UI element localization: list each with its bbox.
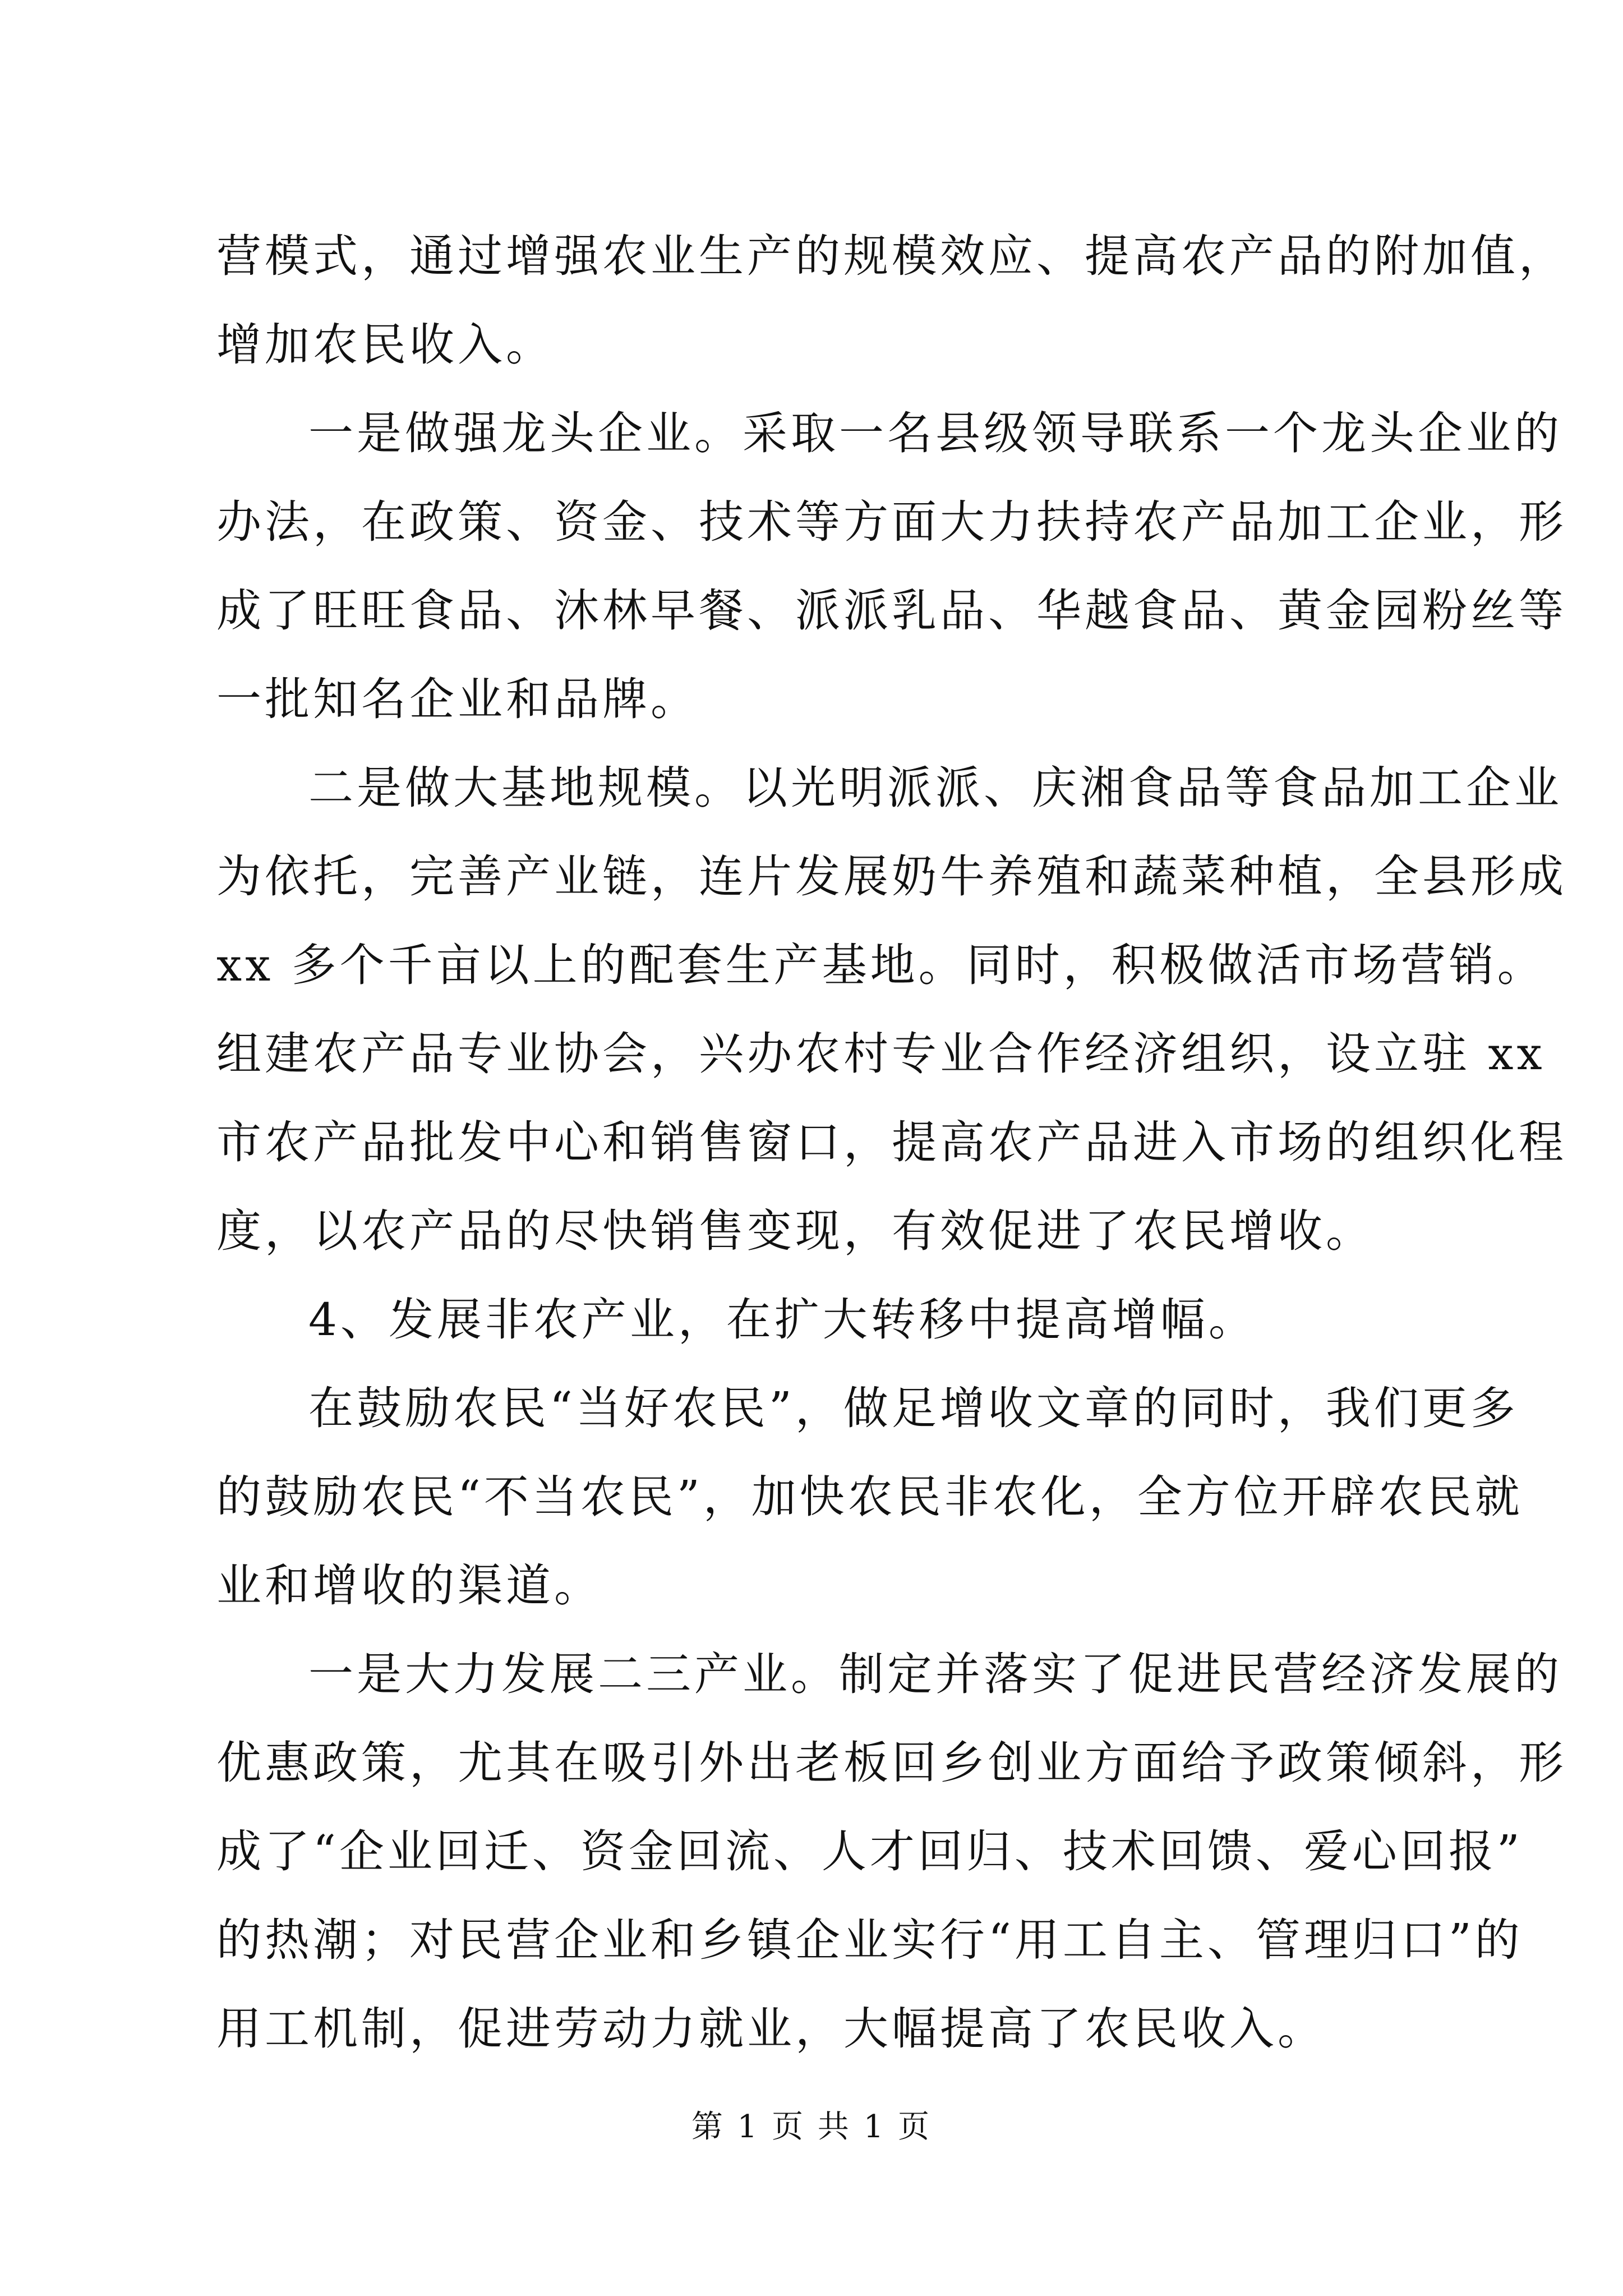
document-body xyxy=(216,212,1567,2073)
text-line: 用工机制，促进劳动力就业，大幅提高了农民收入。 xyxy=(216,2003,1326,2055)
text-line: 一是大力发展二三产业。制定并落实了促进民营经济发展的 xyxy=(308,1648,1562,1700)
text-line: 一是做强龙头企业。采取一名县级领导联系一个龙头企业的 xyxy=(308,407,1562,459)
text-line: 增加农民收入。 xyxy=(216,319,554,371)
text-line: 度，以农产品的尽快销售变现，有效促进了农民增收。 xyxy=(216,1205,1374,1257)
section-heading: 4、发展非农产业，在扩大转移中提高增幅。 xyxy=(308,1294,1257,1346)
text-line: 的热潮；对民营企业和乡镇企业实行“用工自主、管理归口”的 xyxy=(216,1914,1523,1966)
text-line: 营模式，通过增强农业生产的规模效应、提高农产品的附加值， xyxy=(216,230,1567,282)
text-line: 为依托，完善产业链，连片发展奶牛养殖和蔬菜种植，全县形成 xyxy=(216,850,1567,903)
text-line: 市农产品批发中心和销售窗口，提高农产品进入市场的组织化程 xyxy=(216,1116,1567,1168)
text-line: 的鼓励农民“不当农民”，加快农民非农化，全方位开辟农民就 xyxy=(216,1471,1523,1523)
text-line: 成了“企业回迁、资金回流、人才回归、技术回馈、爱心回报” xyxy=(216,1825,1523,1878)
page-number-footer: 第 1 页 共 1 页 xyxy=(691,2109,932,2145)
text-line: 在鼓励农民“当好农民”，做足增收文章的同时，我们更多 xyxy=(308,1382,1519,1434)
text-line: 组建农产品专业协会，兴办农村专业合作经济组织，设立驻 xx xyxy=(216,1028,1546,1080)
text-line: 一批知名企业和品牌。 xyxy=(216,673,699,725)
text-line: 业和增收的渠道。 xyxy=(216,1559,602,1612)
text-line: 成了旺旺食品、沐林早餐、派派乳品、华越食品、黄金园粉丝等 xyxy=(216,585,1567,637)
text-line: 办法，在政策、资金、技术等方面大力扶持农产品加工企业，形 xyxy=(216,496,1567,548)
text-line: 二是做大基地规模。以光明派派、庆湘食品等食品加工企业 xyxy=(308,762,1562,814)
text-line: xx 多个千亩以上的配套生产基地。同时，积极做活市场营销。 xyxy=(216,939,1546,991)
text-line: 优惠政策，尤其在吸引外出老板回乡创业方面给予政策倾斜，形 xyxy=(216,1737,1567,1789)
